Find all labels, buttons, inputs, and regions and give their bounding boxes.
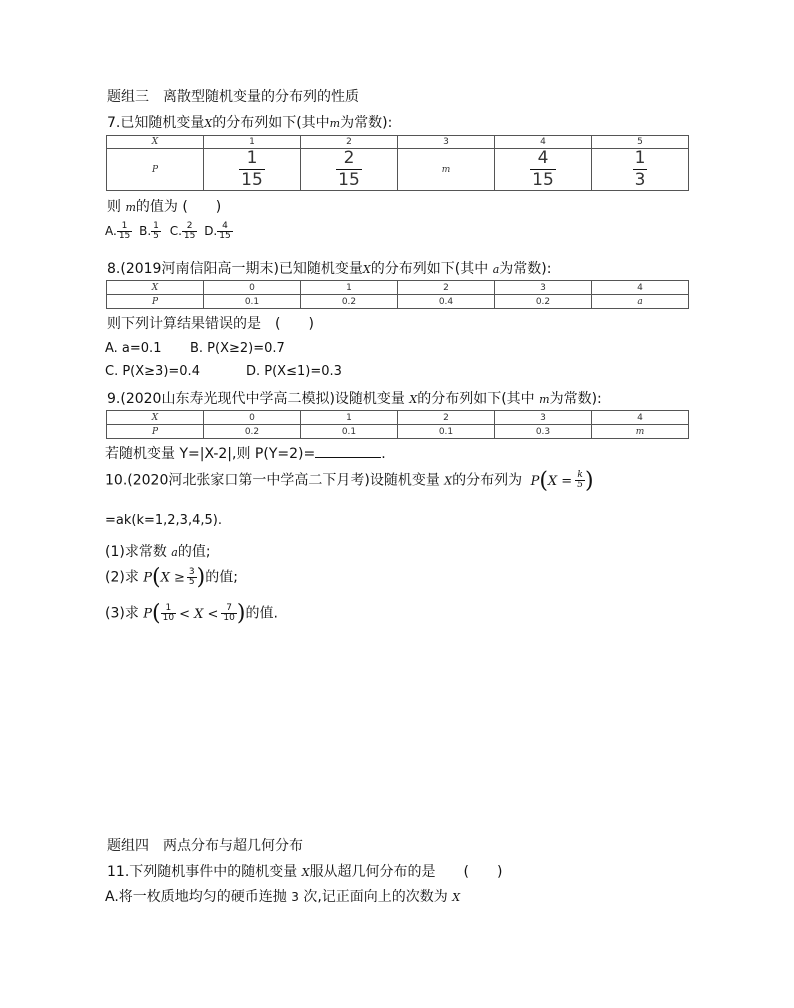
q7-table-label-x: X [107, 136, 204, 149]
q7-table-cell [592, 149, 689, 191]
q9-stem-b: 的分布列如下(其中 [417, 391, 535, 407]
q7-option-c [169, 221, 198, 241]
formula-x: < X < [179, 606, 219, 622]
option-letter: A. [105, 224, 117, 238]
option-letter: C. [169, 224, 182, 238]
q10-var: X [444, 474, 453, 488]
q7-table-cell: 2 [301, 136, 398, 149]
q7-ask-param: m [125, 201, 136, 214]
formula-x: X ≥ [160, 570, 185, 586]
q11-var: X [301, 866, 310, 879]
q8-param: a [492, 263, 500, 276]
q10-part2-a: (2)求 [105, 569, 139, 586]
q8-table-cell: 0.4 [398, 295, 495, 309]
left-paren: ( [152, 565, 161, 590]
q10-continuation: =ak(k=1,2,3,4,5). [105, 513, 222, 528]
q8-table-label-p: P [107, 295, 204, 309]
q7-ask-a: 则 [107, 199, 121, 215]
q11-option-a [105, 886, 460, 906]
q10-part1 [105, 541, 211, 561]
q9-table-label-p: P [107, 425, 204, 439]
fraction [633, 150, 648, 189]
q8-stem-c: 为常数): [499, 261, 552, 277]
formula-p: P [143, 570, 153, 586]
q7-ask-b: 的值为 ( ) [135, 199, 222, 215]
q7-table-cell [204, 149, 301, 191]
formula-x: X = [547, 473, 573, 489]
q8-table-cell: 2 [398, 281, 495, 295]
q9-param: m [539, 393, 550, 406]
q10-stem [105, 468, 594, 493]
group3-heading: 题组三 离散型随机变量的分布列的性质 [107, 89, 359, 105]
q9-table-cell: 0.1 [398, 425, 495, 439]
q8-var: X [362, 263, 371, 276]
fraction [161, 604, 176, 623]
q9-stem-c: 为常数): [549, 391, 602, 407]
q8-table-cell: 0.1 [204, 295, 301, 309]
q8-distribution-table [106, 280, 689, 309]
fraction [239, 150, 265, 189]
numerator: 1 [634, 148, 646, 168]
q7-options [105, 222, 233, 241]
right-paren: ) [584, 468, 594, 493]
numerator: 7 [226, 603, 232, 613]
q11-option-a-text: A.将一枚质地均匀的硬币连抛 [105, 889, 287, 905]
formula-p: P [530, 473, 540, 489]
fraction [117, 222, 132, 241]
right-paren: ) [236, 601, 246, 626]
answer-blank [315, 445, 381, 458]
q8-ask: 则下列计算结果错误的是 ( ) [107, 316, 314, 332]
denominator: 15 [241, 170, 263, 190]
q8-table-label-x: X [107, 281, 204, 295]
q10-formula [530, 468, 594, 493]
q7-table-row-p [107, 149, 689, 191]
q9-stem-a: 9.(2020山东寿光现代中学高二模拟)设随机变量 [107, 391, 405, 407]
denominator: 3 [634, 170, 646, 190]
fraction [530, 150, 556, 189]
q9-var: X [409, 393, 418, 406]
q9-ask [105, 443, 386, 463]
left-paren: ( [539, 468, 548, 493]
denominator: 15 [532, 170, 554, 190]
denominator: 15 [338, 170, 360, 190]
q10-part1-var: a [171, 546, 178, 559]
fraction [221, 604, 236, 623]
q7-ask [107, 196, 221, 216]
q9-stem [107, 388, 602, 408]
q10-part2-b: 的值; [205, 569, 238, 586]
fraction [151, 222, 161, 241]
q11-stem-a: 11.下列随机事件中的随机变量 [107, 864, 298, 880]
q7-table-cell [301, 149, 398, 191]
q7-stem [107, 112, 392, 132]
denominator: 10 [162, 613, 175, 623]
option-letter: B. [139, 224, 152, 238]
q8-table-cell: a [592, 295, 689, 309]
denominator: 15 [219, 231, 231, 241]
q10-part3 [105, 601, 278, 626]
left-paren: ( [152, 601, 161, 626]
numerator: 2 [186, 221, 193, 231]
q9-table-cell: 0.2 [204, 425, 301, 439]
q8-option-a: A. a=0.1 [105, 341, 162, 356]
q11-stem [107, 861, 503, 881]
q9-table-cell: 1 [301, 411, 398, 425]
q9-table-cell: 0 [204, 411, 301, 425]
q7-table-cell [495, 149, 592, 191]
q8-table-cell: 0.2 [495, 295, 592, 309]
numerator: 2 [343, 148, 355, 168]
q8-table-row-p [107, 295, 689, 309]
formula-p: P [143, 606, 153, 622]
q8-table-cell: 4 [592, 281, 689, 295]
option-letter: D. [204, 224, 218, 238]
q8-table-cell: 0 [204, 281, 301, 295]
fraction [336, 150, 362, 189]
q9-distribution-table [106, 410, 689, 439]
q9-ask-b: . [381, 446, 386, 462]
fraction [182, 222, 197, 241]
q8-table-row-x [107, 281, 689, 295]
q7-table-row-x [107, 136, 689, 149]
q10-stem-a: 10.(2020河北张家口第一中学高二下月考)设随机变量 [105, 472, 440, 489]
q11-option-a-num: 3 [291, 890, 299, 904]
denominator: 5 [188, 577, 195, 587]
numerator: 1 [153, 221, 159, 231]
q10-part3-b: 的值. [245, 605, 278, 622]
fraction [187, 568, 197, 587]
q7-option-a [105, 221, 132, 241]
numerator: 1 [246, 148, 258, 168]
q8-option-b: B. P(X≥2)=0.7 [190, 341, 285, 356]
denominator: 15 [183, 231, 196, 241]
numerator: 4 [537, 148, 549, 168]
q9-ask-a: 若随机变量 Y=|X-2|,则 P(Y=2)= [105, 446, 316, 462]
right-paren: ) [196, 565, 206, 590]
q8-stem-a: 8.(2019河南信阳高一期末)已知随机变量 [107, 261, 363, 277]
fraction [575, 471, 585, 490]
numerator: k [577, 470, 583, 480]
q10-part1-a: (1)求常数 [105, 544, 167, 560]
q10-part3-a: (3)求 [105, 605, 139, 622]
q11-option-a-text2: 次,记正面向上的次数为 [303, 889, 448, 905]
q8-option-d: D. P(X≤1)=0.3 [246, 364, 342, 379]
q7-param: m [329, 117, 341, 130]
q11-option-a-var: X [452, 891, 461, 904]
q9-table-row-x [107, 411, 689, 425]
q9-table-row-p [107, 425, 689, 439]
q10-stem-b: 的分布列为 [452, 472, 523, 489]
q9-table-label-x: X [107, 411, 204, 425]
numerator: 1 [121, 221, 128, 231]
q7-table-cell: 4 [495, 136, 592, 149]
numerator: 4 [222, 221, 228, 231]
denominator: 5 [153, 231, 159, 241]
q10-part2 [105, 565, 238, 590]
q9-table-cell: 0.3 [495, 425, 592, 439]
denominator: 5 [577, 480, 583, 490]
q7-option-d [204, 221, 233, 241]
q8-table-cell: 0.2 [301, 295, 398, 309]
q9-table-cell: 0.1 [301, 425, 398, 439]
q8-table-cell: 3 [495, 281, 592, 295]
q7-stem-a: 7.已知随机变量 [107, 115, 205, 131]
fraction [217, 222, 232, 241]
q8-option-c: C. P(X≥3)=0.4 [105, 364, 200, 379]
q7-distribution-table [106, 135, 689, 191]
q9-table-cell: 3 [495, 411, 592, 425]
numerator: 1 [165, 603, 172, 613]
q7-var: X [204, 117, 213, 130]
q8-table-cell: 1 [301, 281, 398, 295]
q8-stem-b: 的分布列如下(其中 [370, 261, 489, 277]
q9-table-cell: 2 [398, 411, 495, 425]
q7-table-label-p: P [107, 149, 204, 191]
q10-part1-b: 的值; [177, 544, 211, 560]
q7-table-cell: 3 [398, 136, 495, 149]
q7-option-b [139, 221, 161, 241]
numerator: 3 [188, 567, 195, 577]
q8-stem [107, 258, 551, 278]
q9-table-cell: m [592, 425, 689, 439]
q7-table-cell: m [398, 149, 495, 191]
q11-stem-b: 服从超几何分布的是 ( ) [309, 864, 503, 880]
denominator: 15 [118, 231, 131, 241]
q7-table-cell: 5 [592, 136, 689, 149]
group4-heading: 题组四 两点分布与超几何分布 [107, 838, 303, 854]
q7-table-cell: 1 [204, 136, 301, 149]
q7-stem-b: 的分布列如下(其中 [212, 115, 330, 131]
denominator: 10 [223, 613, 235, 623]
q7-stem-c: 为常数): [340, 115, 393, 131]
q9-table-cell: 4 [592, 411, 689, 425]
